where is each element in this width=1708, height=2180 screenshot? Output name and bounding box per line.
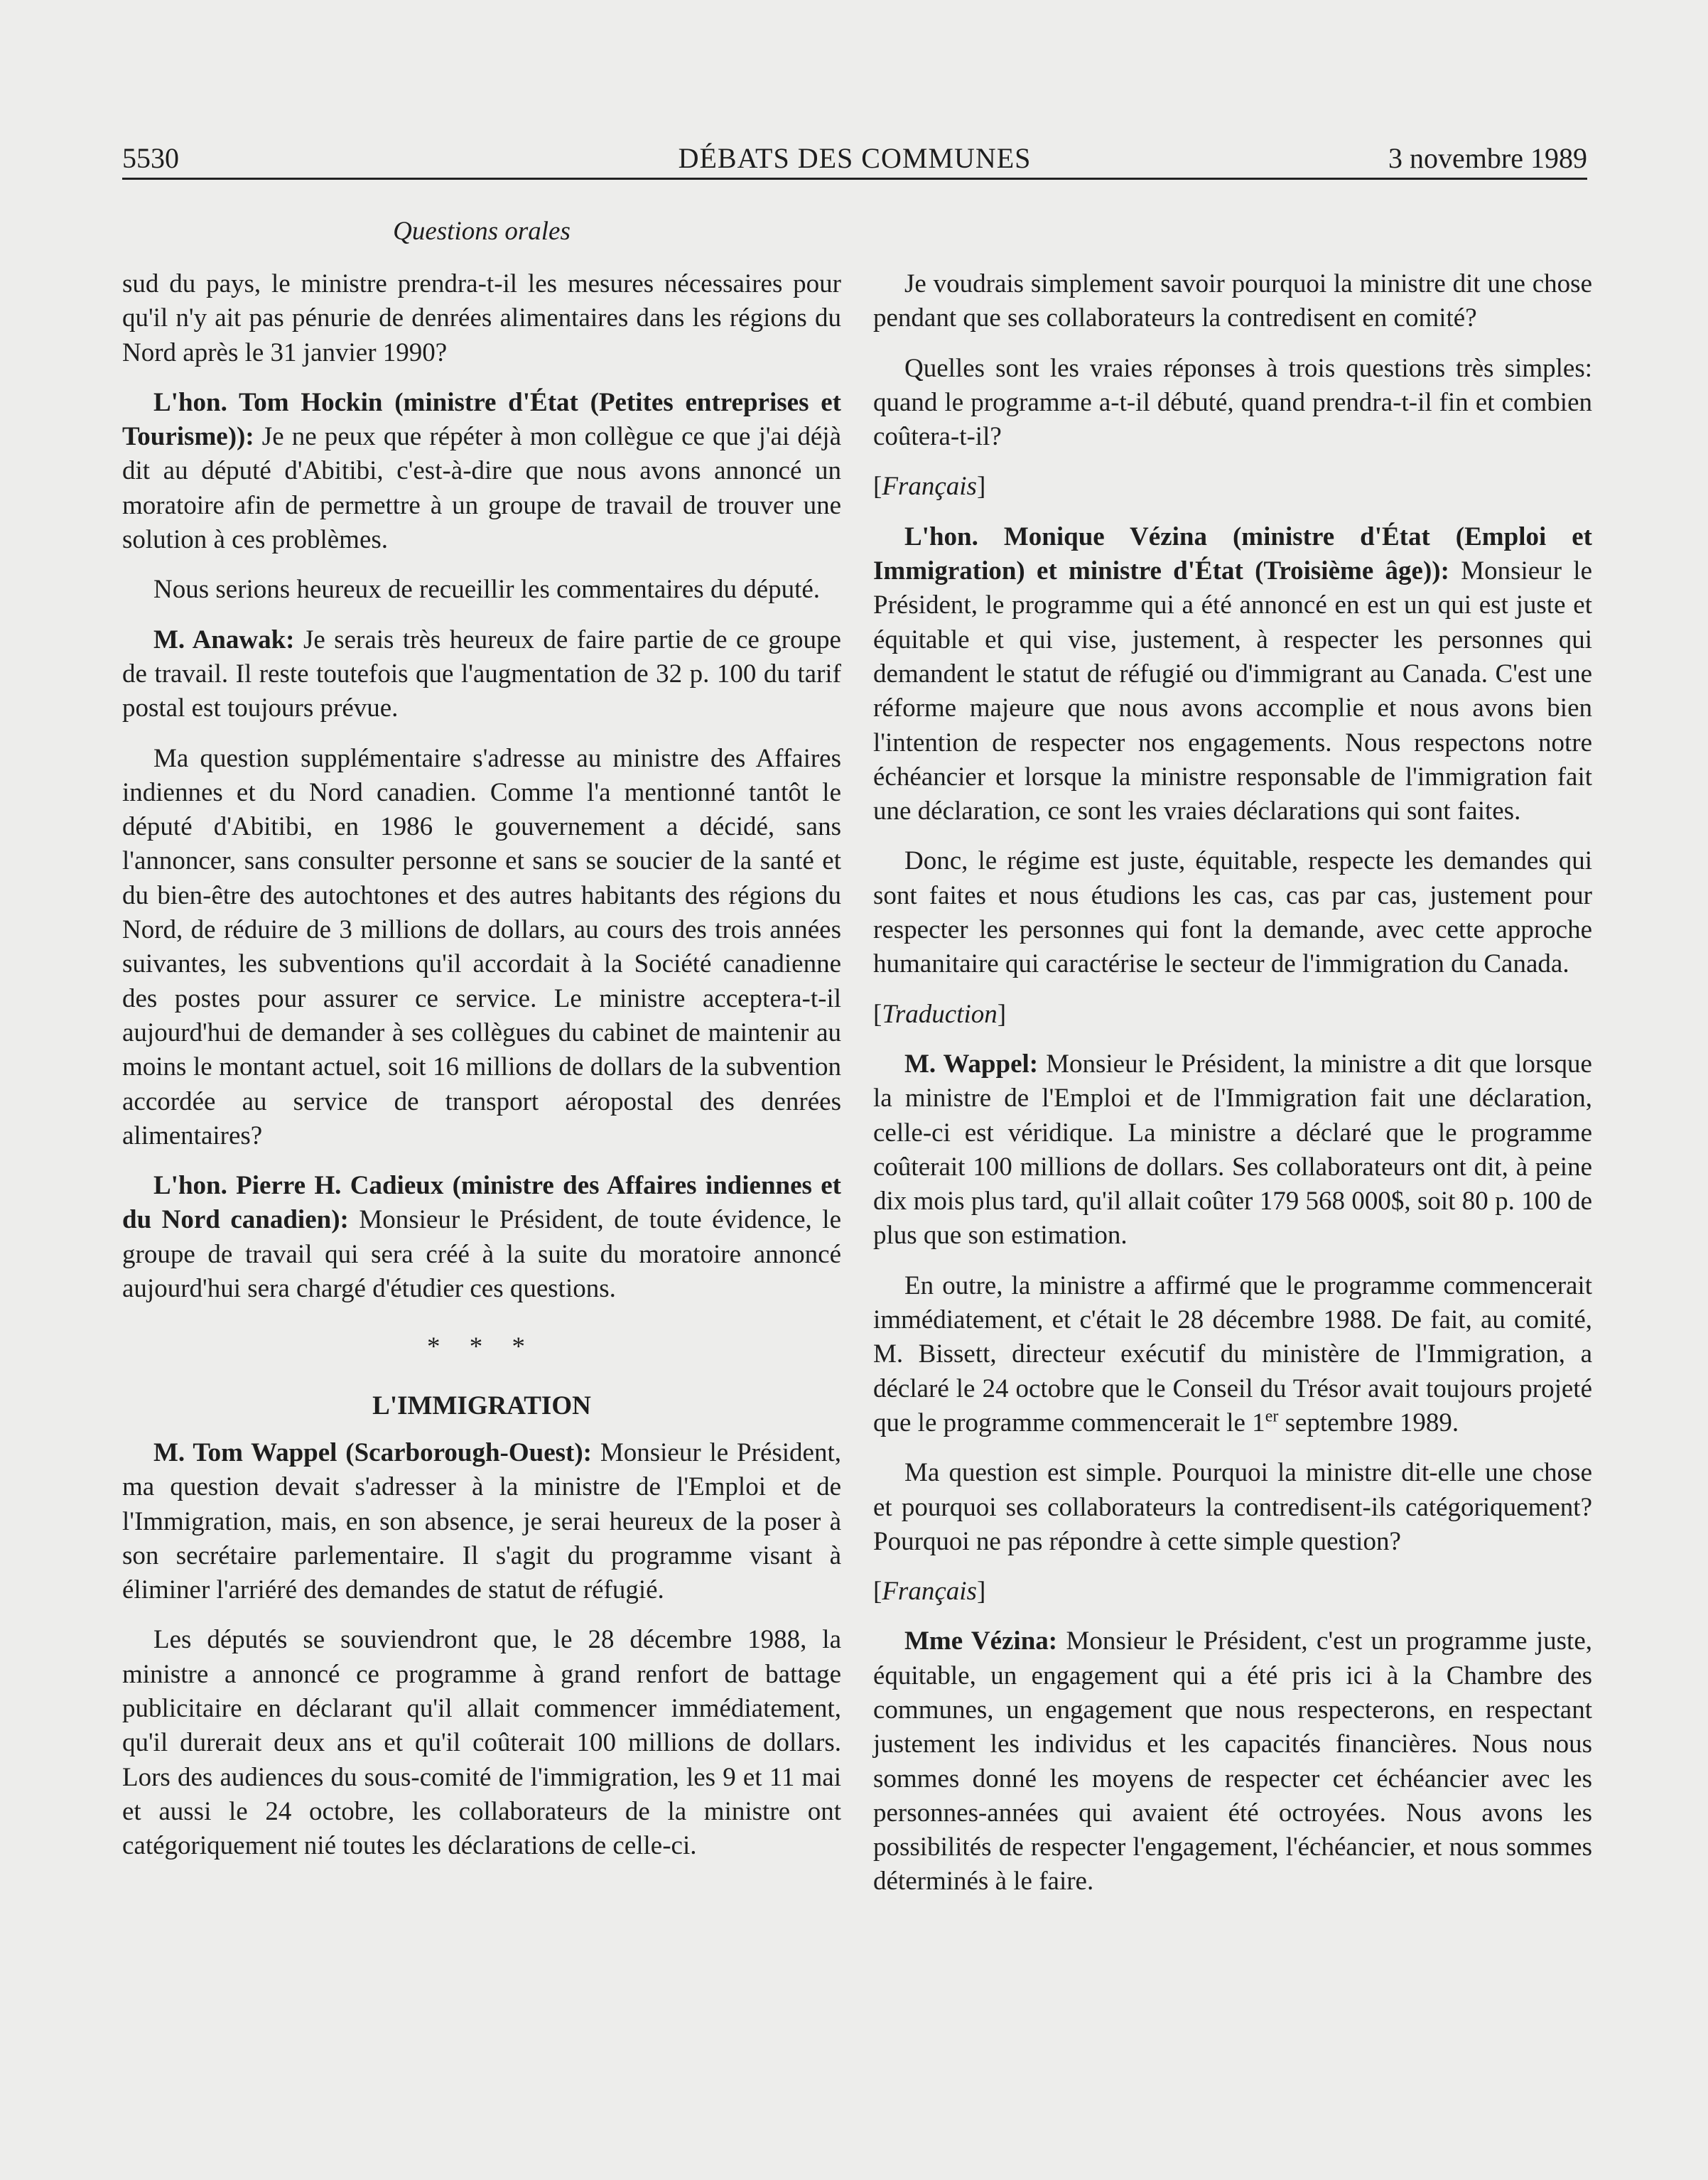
paragraph: Donc, le régime est juste, équitable, respecte les demandes qui sont faites et nous étudions les cas, cas par cas, justement pour respecter les personnes qui font la demande, avec cette approche humanitaire qui caractérise le secteur de l'immigration du Canada.	[873, 846, 1592, 979]
right-column	[873, 267, 1592, 1915]
section-separator: * * *	[427, 1332, 536, 1362]
paragraph: Je voudrais simplement savoir pourquoi la ministre dit une chose pendant que ses collaborateurs la contredisent en comité?	[873, 269, 1592, 333]
paragraph	[873, 520, 1592, 829]
header-rule	[122, 178, 1587, 180]
paragraph	[122, 1436, 841, 1607]
paragraph: Quelles sont les vraies réponses à trois questions très simples: quand le programme a-t-il débuté, quand prendra-t-il fin et combien coûtera-t-il?	[873, 353, 1592, 452]
paragraph	[873, 1047, 1592, 1253]
paragraph: sud du pays, le ministre prendra-t-il les mesures nécessaires pour qu'il n'y ait pas pénurie de denrées alimentaires dans les régions du Nord après le 31 janvier 1990?	[122, 269, 841, 367]
paragraph: Nous serions heureux de recueillir les commentaires du député.	[153, 575, 821, 605]
page-number: 5530	[122, 142, 179, 174]
paragraph: Ma question supplémentaire s'adresse au ministre des Affaires indiennes et du Nord canadien. Comme l'a mentionné tantôt le député d'Abitibi, en 1986 le gouvernement a décidé, sans l'annoncer, sans consulter personne et sans se soucier de la santé et du bien-être des autochtones et des autres habitants des régions du Nord, de réduire de 3 millions de dollars, au cours des trois années suivantes, les subventions qu'il accordait à la Société canadienne des postes pour assurer ce service. Le ministre acceptera-t-il aujourd'hui de demander à ses collègues du cabinet de maintenir au moins le montant actuel, soit 16 millions de dollars de la subvention accordée au service de transport aéropostal des denrées alimentaires?	[122, 743, 841, 1150]
speech-text: Monsieur le Président, ma question devait s'adresser à la ministre de l'Emploi et de l'Immigration, mais, en son absence, je serai heureux de la poser à son secrétaire parlementaire. Il s'agit du programme visant à éliminer l'arriéré des demandes de statut de réfugié.	[122, 1437, 841, 1605]
journal-title: DÉBATS DES COMMUNES	[678, 142, 1032, 174]
paragraph	[122, 386, 841, 557]
paragraph: Ma question est simple. Pourquoi la ministre dit-elle une chose et pourquoi ses collaborateurs la contredisent-ils catégoriquement? Pourquoi ne pas répondre à cette simple question?	[873, 1458, 1592, 1556]
speech-text: Monsieur le Président, c'est un programme juste, équitable, un engagement qui a été pris ici à la Chambre des communes, un engagement que nous respecterons, en respectant justement les individus et les capacités financières. Nous nous sommes donné les moyens de respecter cet échéancier avec les personnes-années qui avaient été octroyées. Nous avons les possibilités de respecter l'engagement, l'échéancier, et nous sommes déterminés à le faire.	[873, 1626, 1592, 1896]
speaker-name: M. Anawak:	[153, 625, 295, 654]
paragraph	[122, 1169, 841, 1306]
speech-text: Je ne peux que répéter à mon collègue ce que j'ai déjà dit au député d'Abitibi, c'est-à-dire que nous avons annoncé un moratoire afin de permettre à un groupe de travail de trouver une solution à ces problèmes.	[122, 422, 841, 555]
speaker-name: Mme Vézina:	[904, 1626, 1058, 1656]
language-marker: [Français]	[873, 472, 986, 502]
superscript: er	[1265, 1407, 1279, 1426]
section-header: Questions orales	[393, 217, 571, 246]
issue-date: 3 novembre 1989	[1388, 142, 1587, 174]
left-column	[122, 267, 841, 1879]
speaker-name: L'hon. Monique Vézina (ministre d'État (Emploi et Immigration) et ministre d'État (Troisième âge)):	[873, 522, 1592, 586]
speech-text: Monsieur le Président, le programme qui a été annoncé en est un qui est juste et équitable et qui vise, justement, à respecter les personnes qui demandent le statut de réfugié ou d'immigrant au Canada. C'est une réforme majeure que nous avons accomplie et nous avons bien l'intention de respecter nos engagements. Nous respectons notre échéancier et lorsque la ministre responsable de l'immigration fait une déclaration, ce sont les vraies déclarations qui sont faites.	[873, 556, 1592, 826]
speech-text: Monsieur le Président, de toute évidence, le groupe de travail qui sera créé à la suite du moratoire annoncé aujourd'hui sera chargé d'étudier ces questions.	[122, 1205, 841, 1304]
language-marker: [Traduction]	[873, 999, 1007, 1029]
speaker-name: M. Tom Wappel (Scarborough-Ouest):	[153, 1437, 592, 1467]
section-heading: L'IMMIGRATION	[372, 1391, 591, 1420]
paragraph: Les députés se souviendront que, le 28 décembre 1988, la ministre a annoncé ce programme à grand renfort de battage publicitaire en déclarant qu'il allait commencer immédiatement, qu'il durerait deux ans et qu'il coûterait 100 millions de dollars. Lors des audiences du sous-comité de l'immigration, les 9 et 11 mai et aussi le 24 octobre, les collaborateurs de la ministre ont catégoriquement nié toutes les déclarations de celle-ci.	[122, 1625, 841, 1861]
paragraph	[873, 1624, 1592, 1899]
speaker-name: L'hon. Pierre H. Cadieux (ministre des Affaires indiennes et du Nord canadien):	[122, 1171, 841, 1235]
speech-text: Je serais très heureux de faire partie de ce groupe de travail. Il reste toutefois que l'augmentation de 32 p. 100 du tarif postal est toujours prévue.	[122, 625, 841, 723]
paragraph: En outre, la ministre a affirmé que le programme commencerait immédiatement, et c'était le 28 décembre 1988. De fait, au comité, M. Bissett, directeur exécutif du ministère de l'Immigration, a déclaré le 24 octobre que le Conseil du Trésor avait toujours projeté que le programme commencerait le 1er septembre 1989.	[873, 1270, 1592, 1437]
speech-text: Monsieur le Président, la ministre a dit que lorsque la ministre de l'Emploi et de l'Immigration fait une déclaration, celle-ci est véridique. La ministre a déclaré que le programme coûterait 100 millions de dollars. Ses collaborateurs ont dit, à peine dix mois plus tard, qu'il allait coûter 179 568 000$, soit 80 p. 100 de plus que son estimation.	[873, 1049, 1592, 1251]
speaker-name: M. Wappel:	[904, 1049, 1039, 1079]
speaker-name: L'hon. Tom Hockin (ministre d'État (Petites entreprises et Tourisme)):	[122, 387, 841, 452]
paragraph	[122, 623, 841, 726]
language-marker: [Français]	[873, 1577, 986, 1607]
page-header	[122, 139, 1587, 180]
